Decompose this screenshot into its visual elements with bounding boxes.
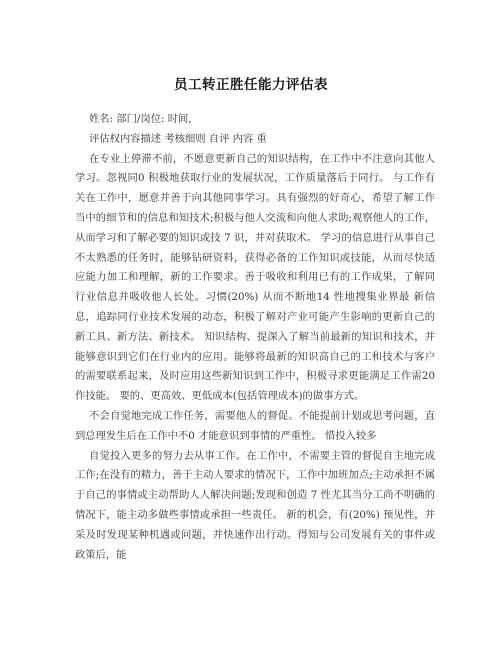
paragraph-work-initiative-positive: 自觉投入更多的努力去从事工作。在工作中，不需要主管的督促自主地完成工作;在没有的精力，善于主动人要求的情况下，工作中加班加点;主动承担不属于自己的事情或主动帮助人人解决问题;发现和创造 7 性尤其当分工尚不明确的情况下，能主动多做些事情或承担一些责任。 新的机会，有(20%) 预见性，并采及时发现某种机遇或问题，并快速作出行动。得知与公司发展有关的事件或政策后，能 — [75, 449, 435, 561]
employee-meta-line: 姓名: 部门/岗位: 时间, — [89, 113, 192, 125]
paragraph-learning-ability: 在专业上停滞不前，不愿意更新自己的知识结构，在工作中不注意向其他人学习。忽视同0 积极地获取行业的发展状况，工作质量落后于同行。 与工作有关在工作中，愿意并善于向其他同事学习。具有强烈的好奇心，希望了解工作当中的细节和的信息和知技术;积极与他人交流和向他人求助;观察他人的工作，从而学习和了解必要的知识或技 7 识，并对获取术。 学习的信息进行从事自己不太熟悉的任务时，能够钻研资料，获得必备的工作知识或技能，从而尽快适应能力加工和理解，新的工作要求。善于吸收和利用已有的工作成果，了解同行业信息并吸收他人长处。习惯(20%) 从而不断地14 性地搜集业界最 新信息，追踪同行业技术发展的动态，积极了解对产业可能产生影响的更新自己的新工具、新方法、新技术。 知识结构、提深入了解当前最新的知识和技术，并能够意识到它们在行业内的应用。能够将最新的知识高自己的工和技术与客户的需要联系起来，及时应用这些新知识到工作中，积极寻求更能满足工作需20 作技能。 要的、更高效、更低成本(包括管理成本)的做事方式。 — [75, 152, 435, 403]
document-title: 员工转正胜任能力评估表 — [174, 77, 328, 93]
document-body — [75, 110, 435, 565]
evaluation-header-line: 评估权内容描述 考核细则 自评 内容 重 — [89, 132, 267, 145]
paragraph-work-initiative-negative: 不会自觉地完成工作任务，需要他人的督促。不能提前计划或思考问题，直到总理发生后在工作中不0 才能意识到事情的严重性。 惜投入较多 — [75, 409, 435, 442]
